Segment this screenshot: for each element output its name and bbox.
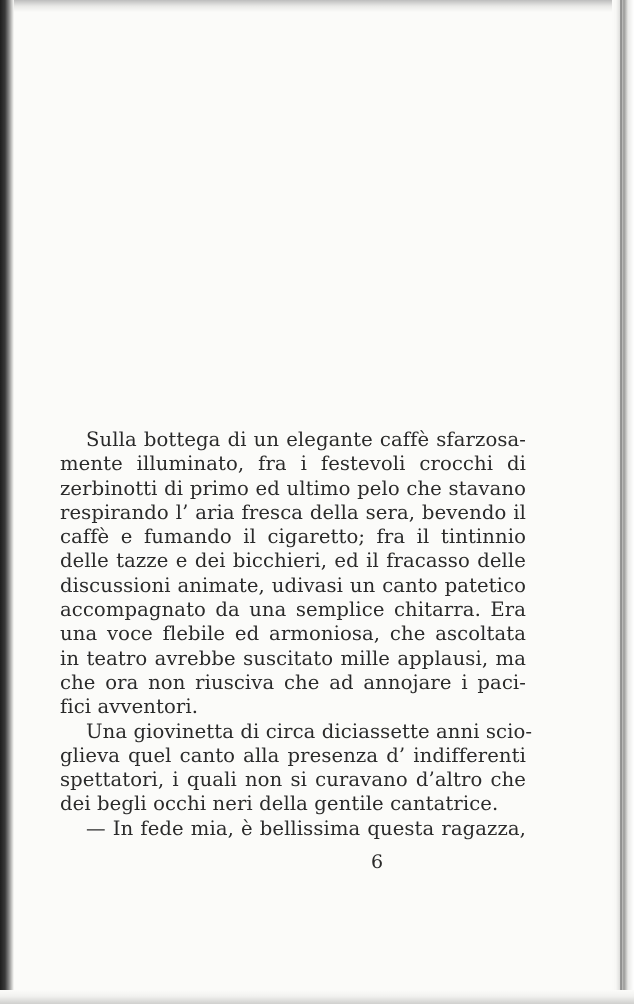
- text-line: Sulla bottega di un elegante caffè sfarzosa-: [86, 428, 526, 451]
- text-line: respirando l’ aria fresca della sera, bevendo il: [60, 500, 526, 524]
- text-line: delle tazze e dei bicchieri, ed il fracasso delle: [60, 549, 526, 573]
- text-line: zerbinotti di primo ed ultimo pelo che stavano: [60, 476, 526, 500]
- text-line: Una giovinetta di circa diciassette anni scio-: [86, 719, 533, 743]
- page-top-edge: [0, 0, 634, 12]
- text-line: in teatro avrebbe suscitato mille applausi, ma: [60, 646, 526, 670]
- text-line: dei begli occhi neri della gentile cantatrice.: [60, 792, 499, 816]
- text-line: una voce flebile ed armoniosa, che ascoltata: [60, 622, 526, 646]
- text-line: caffè e fumando il cigaretto; fra il tintinnio: [60, 525, 526, 549]
- text-line: spettatori, i quali non si curavano d’altro che: [60, 768, 526, 792]
- text-line: discussioni animate, udivasi un canto patetico: [60, 573, 526, 597]
- page-left-edge: [0, 0, 14, 1004]
- page-right-edge: [612, 0, 634, 1004]
- text-line: — In fede mia, è bellissima questa ragazza,: [86, 816, 526, 840]
- text-line: glieva quel canto alla presenza d’ indifferenti: [60, 743, 526, 767]
- text-line: fici avventori.: [60, 695, 199, 719]
- page-number: 6: [370, 851, 384, 873]
- text-line: che ora non riusciva che ad annojare i paci-: [60, 670, 526, 694]
- page-right-fold-line: [620, 0, 622, 1004]
- page-bottom-edge: [0, 990, 634, 1004]
- text-line: mente illuminato, fra i festevoli crocchi di: [60, 452, 526, 476]
- body-text: [60, 428, 533, 841]
- text-line: accompagnato da una semplice chitarra. Era: [60, 598, 526, 622]
